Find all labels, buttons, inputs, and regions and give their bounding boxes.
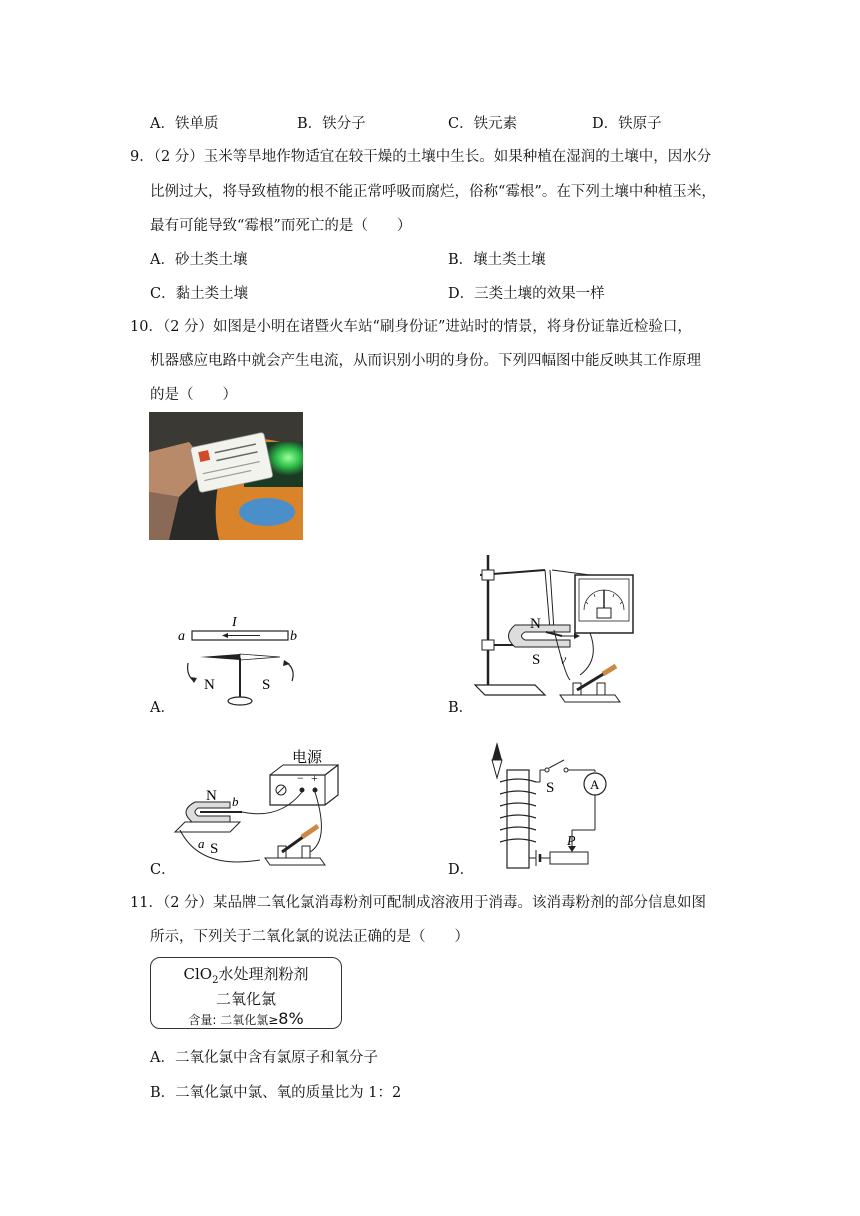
q8-option-d: D．铁原子 bbox=[592, 116, 662, 132]
label-title: ClO$_2$水处理剂粉剂 bbox=[183, 965, 309, 986]
q8-option-b: B．铁分子 bbox=[297, 116, 366, 132]
id-card-photo bbox=[149, 412, 303, 540]
q8-option-a: A．铁单质 bbox=[150, 116, 219, 132]
q9-stem-line1: 9．（2 分）玉米等旱地作物适宜在较干燥的土壤中生长。如果种植在湿润的土壤中，因水分 bbox=[130, 149, 712, 165]
fig-d-ammeter-label: A bbox=[590, 777, 600, 792]
q10-option-a-label: A． bbox=[150, 700, 175, 716]
fig-c-end-a: a bbox=[198, 836, 205, 851]
label-name: 二氧化氯 bbox=[215, 990, 276, 1008]
fig-a-pole-s: S bbox=[262, 677, 271, 693]
q11-stem-line2: 所示，下列关于二氧化氯的说法正确的是（ ） bbox=[150, 929, 469, 945]
fig-c-power-label: 电源 bbox=[292, 750, 323, 766]
q11-option-b: B．二氧化氯中氯、氧的质量比为 1：2 bbox=[150, 1085, 402, 1101]
fig-a-end-a: a bbox=[178, 629, 185, 644]
q10-stem-line2: 机器感应电路中就会产生电流，从而识别小明的身份。下列四幅图中能反映其工作原理 bbox=[150, 353, 701, 369]
q9-stem-line3: 最有可能导致“霉根”而死亡的是（ ） bbox=[150, 218, 412, 234]
label-content: 含量: 二氧化氯≥8% bbox=[188, 1009, 304, 1028]
q8-option-c: C．铁元素 bbox=[448, 116, 518, 132]
q9-option-d: D．三类土壤的效果一样 bbox=[448, 286, 605, 302]
q10-option-d-label: D． bbox=[448, 862, 475, 878]
q10-option-b-label: B． bbox=[448, 700, 474, 716]
figure-a-conductor-compass bbox=[170, 605, 310, 717]
fig-c-end-b: b bbox=[232, 794, 239, 809]
fig-c-plus: + bbox=[311, 771, 318, 785]
fig-b-pole-n: N bbox=[530, 616, 541, 632]
q9-option-c: C．黏土类土壤 bbox=[150, 286, 249, 302]
q9-stem-line2: 比例过大，将导致植物的根不能正常呼吸而腐烂，俗称“霉根”。在下列土壤中种植玉米， bbox=[150, 184, 716, 200]
q10-stem-line3: 的是（ ） bbox=[150, 387, 237, 403]
q10-option-c-label: C． bbox=[150, 862, 176, 878]
figure-b-generator-apparatus bbox=[470, 550, 650, 710]
fig-d-switch-label: S bbox=[546, 780, 555, 796]
fig-d-slider-label: P bbox=[567, 834, 576, 849]
q11-option-a: A．二氧化氯中含有氯原子和氧分子 bbox=[150, 1050, 378, 1066]
fig-b-pole-s: S bbox=[532, 652, 541, 668]
fig-a-current-label: I bbox=[232, 615, 237, 630]
figure-c-motor-apparatus bbox=[170, 740, 345, 870]
figure-d-electromagnet-circuit bbox=[470, 740, 620, 870]
disinfectant-label bbox=[150, 957, 342, 1029]
fig-c-pole-s: S bbox=[210, 841, 219, 857]
q9-option-b: B．壤土类土壤 bbox=[448, 252, 546, 268]
q11-stem-line1: 11．（2 分）某品牌二氧化氯消毒粉剂可配制成溶液用于消毒。该消毒粉剂的部分信息如图 bbox=[130, 895, 707, 911]
fig-a-end-b: b bbox=[290, 629, 297, 644]
fig-c-minus: − bbox=[297, 771, 304, 785]
q10-stem-line1: 10．（2 分）如图是小明在诸暨火车站“刷身份证”进站时的情景，将身份证靠近检验口， bbox=[130, 319, 692, 335]
q9-option-a: A．砂土类土壤 bbox=[150, 252, 248, 268]
fig-c-pole-n: N bbox=[206, 788, 217, 804]
fig-a-pole-n: N bbox=[204, 677, 215, 693]
fig-b-velocity: v bbox=[560, 653, 567, 668]
